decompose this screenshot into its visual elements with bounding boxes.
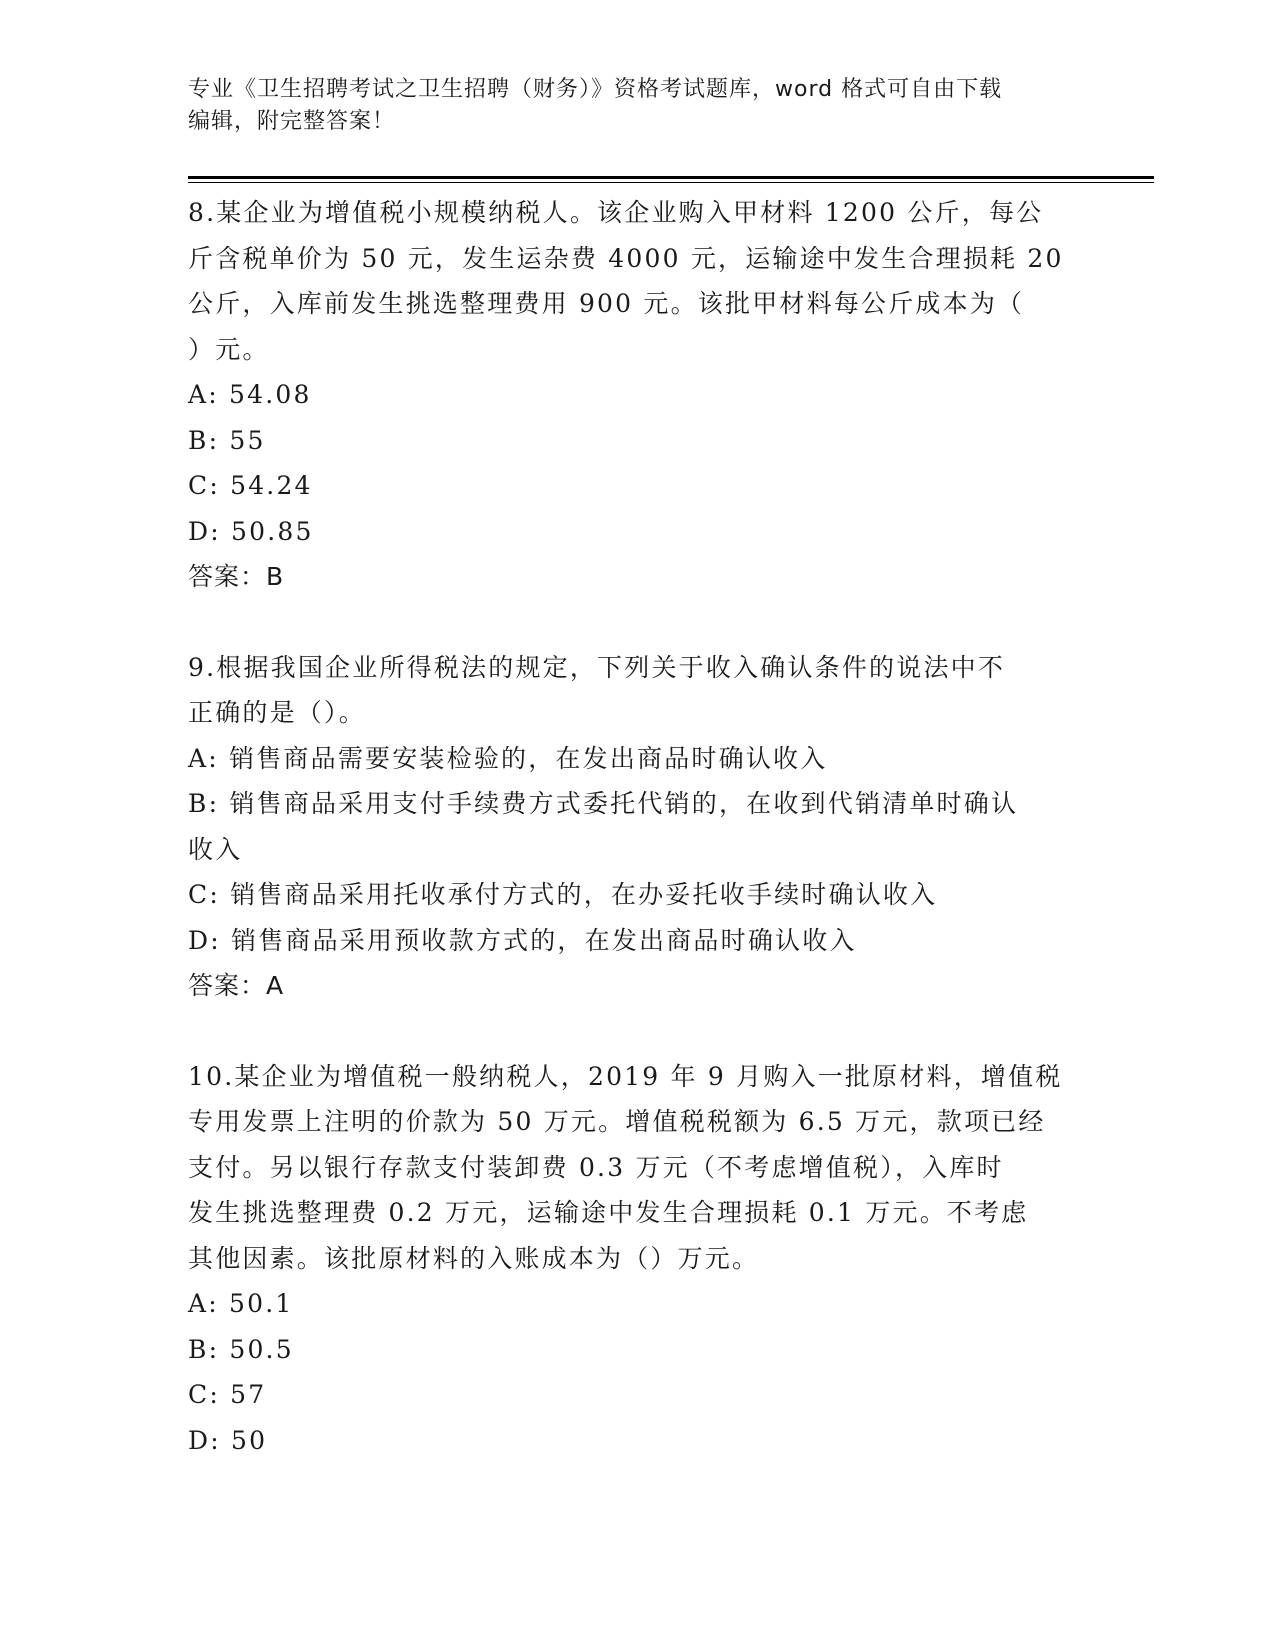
question-stem-line: 9.根据我国企业所得税法的规定，下列关于收入确认条件的说法中不: [188, 652, 1006, 682]
option-b: B: 55: [188, 425, 266, 455]
question-stem-line: 斤含税单价为 50 元，发生运杂费 4000 元，运输途中发生合理损耗 20: [188, 243, 1064, 273]
question-stem-line: 10.某企业为增值税一般纳税人，2019 年 9 月购入一批原材料，增值税: [188, 1061, 1063, 1091]
question-stem-line: 支付。另以银行存款支付装卸费 0.3 万元（不考虑增值税），入库时: [188, 1152, 1004, 1182]
option-c: C: 销售商品采用托收承付方式的，在办妥托收手续时确认收入: [188, 880, 938, 909]
option-c: C: 54.24: [188, 471, 313, 500]
answer-text: 答案：A: [188, 971, 285, 1000]
option-a: A: 54.08: [188, 380, 312, 409]
question-8: [188, 190, 1088, 600]
header-line-2: 编辑，附完整答案！: [188, 109, 396, 134]
option-b: B: 50.5: [188, 1334, 294, 1364]
question-stem-line: 正确的是（）。: [188, 698, 366, 727]
question-stem-line: 发生挑选整理费 0.2 万元，运输途中发生合理损耗 0.1 万元。不考虑: [188, 1198, 1029, 1227]
question-stem-line: 8.某企业为增值税小规模纳税人。该企业购入甲材料 1200 公斤，每公: [188, 198, 1044, 227]
option-c: C: 57: [188, 1380, 267, 1409]
option-d: D: 50: [188, 1425, 268, 1455]
question-stem-line: 其他因素。该批原材料的入账成本为（）万元。: [188, 1243, 760, 1273]
answer-text: 答案：B: [188, 562, 285, 591]
question-list: [188, 190, 1088, 1463]
question-stem-line: 公斤，入库前发生挑选整理费用 900 元。该批甲材料每公斤成本为（: [188, 289, 1025, 318]
question-stem-line: 专用发票上注明的价款为 50 万元。增值税税额为 6.5 万元，款项已经: [188, 1107, 1046, 1136]
option-a: A: 50.1: [188, 1289, 294, 1318]
document-header: [188, 74, 1068, 138]
option-b: B: 销售商品采用支付手续费方式委托代销的，在收到代销清单时确认: [188, 789, 1019, 818]
question-stem-line: ）元。: [188, 334, 270, 364]
option-d: D: 50.85: [188, 516, 314, 546]
header-divider-thin: [188, 182, 1154, 183]
question-10: [188, 1054, 1088, 1464]
header-divider: [188, 176, 1154, 179]
option-d: D: 销售商品采用预收款方式的，在发出商品时确认收入: [188, 925, 857, 955]
option-b-continued: 收入: [188, 834, 243, 864]
question-9: [188, 645, 1088, 1009]
option-a: A: 销售商品需要安装检验的，在发出商品时确认收入: [188, 743, 828, 773]
header-line-1: 专业《卫生招聘考试之卫生招聘（财务）》资格考试题库，word 格式可自由下载: [188, 77, 1003, 102]
